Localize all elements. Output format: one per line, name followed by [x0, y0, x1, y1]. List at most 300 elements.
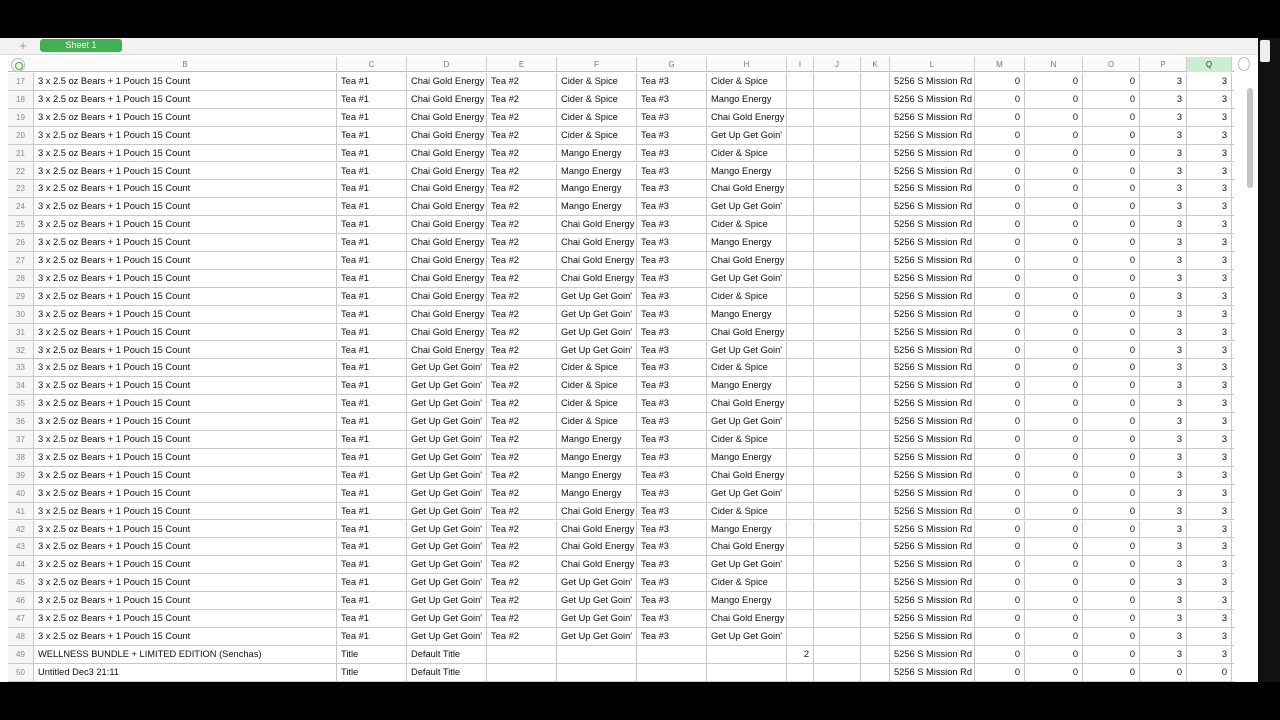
- cell[interactable]: 0: [1025, 234, 1083, 251]
- cell[interactable]: Get Up Get Goin': [557, 574, 637, 591]
- column-header-n[interactable]: N: [1025, 57, 1083, 72]
- cell[interactable]: [787, 538, 814, 555]
- cell[interactable]: 0: [975, 664, 1025, 681]
- cell[interactable]: 3 x 2.5 oz Bears + 1 Pouch 15 Count: [34, 359, 337, 376]
- cell[interactable]: [814, 359, 861, 376]
- cell[interactable]: Chai Gold Energy: [707, 252, 787, 269]
- cell[interactable]: 5256 S Mission Rd: [890, 556, 975, 573]
- cell[interactable]: 0: [1083, 521, 1140, 538]
- cell[interactable]: 3 x 2.5 oz Bears + 1 Pouch 15 Count: [34, 73, 337, 90]
- cell[interactable]: 3: [1187, 574, 1232, 591]
- cell[interactable]: Chai Gold Energy: [407, 180, 487, 197]
- cell[interactable]: [814, 431, 861, 448]
- cell[interactable]: 3 x 2.5 oz Bears + 1 Pouch 15 Count: [34, 324, 337, 341]
- cell[interactable]: 3 x 2.5 oz Bears + 1 Pouch 15 Count: [34, 342, 337, 359]
- cell[interactable]: 5256 S Mission Rd: [890, 180, 975, 197]
- cell[interactable]: 3 x 2.5 oz Bears + 1 Pouch 15 Count: [34, 145, 337, 162]
- cell[interactable]: 0: [1025, 198, 1083, 215]
- cell[interactable]: Tea #3: [637, 485, 707, 502]
- cell[interactable]: 3 x 2.5 oz Bears + 1 Pouch 15 Count: [34, 503, 337, 520]
- cell[interactable]: 3: [1187, 485, 1232, 502]
- cell[interactable]: [557, 646, 637, 663]
- cell[interactable]: Tea #2: [487, 145, 557, 162]
- cell[interactable]: 3 x 2.5 oz Bears + 1 Pouch 15 Count: [34, 127, 337, 144]
- cell[interactable]: [787, 109, 814, 126]
- cell[interactable]: [814, 503, 861, 520]
- cell[interactable]: 5256 S Mission Rd: [890, 485, 975, 502]
- cell[interactable]: 3: [1187, 413, 1232, 430]
- cell[interactable]: Tea #3: [637, 234, 707, 251]
- cell[interactable]: Get Up Get Goin': [557, 306, 637, 323]
- cell[interactable]: Tea #3: [637, 180, 707, 197]
- cell[interactable]: Get Up Get Goin': [557, 342, 637, 359]
- cell[interactable]: [861, 306, 890, 323]
- cell[interactable]: Tea #3: [637, 324, 707, 341]
- cell[interactable]: 0: [1083, 145, 1140, 162]
- cell[interactable]: Tea #1: [337, 610, 407, 627]
- cell[interactable]: 3 x 2.5 oz Bears + 1 Pouch 15 Count: [34, 521, 337, 538]
- cell[interactable]: 0: [1083, 628, 1140, 645]
- cell[interactable]: 3: [1140, 324, 1187, 341]
- cell[interactable]: 0: [975, 556, 1025, 573]
- cell[interactable]: 3: [1187, 270, 1232, 287]
- cell[interactable]: Tea #2: [487, 216, 557, 233]
- cell[interactable]: 0: [1083, 234, 1140, 251]
- cell[interactable]: Get Up Get Goin': [557, 592, 637, 609]
- cell[interactable]: [861, 395, 890, 412]
- cell[interactable]: 0: [1025, 252, 1083, 269]
- cell[interactable]: Chai Gold Energy: [407, 306, 487, 323]
- cell[interactable]: 0: [1083, 485, 1140, 502]
- column-header-m[interactable]: M: [975, 57, 1025, 72]
- cell[interactable]: [487, 664, 557, 681]
- cell[interactable]: [814, 574, 861, 591]
- cell[interactable]: 0: [1083, 216, 1140, 233]
- cell[interactable]: Get Up Get Goin': [557, 610, 637, 627]
- cell[interactable]: 0: [1083, 574, 1140, 591]
- cell[interactable]: [861, 91, 890, 108]
- cell[interactable]: [814, 198, 861, 215]
- cell[interactable]: 0: [975, 485, 1025, 502]
- cell[interactable]: [707, 646, 787, 663]
- cell[interactable]: 0: [975, 216, 1025, 233]
- column-header-d[interactable]: D: [407, 57, 487, 72]
- cell[interactable]: 0: [975, 359, 1025, 376]
- cell[interactable]: 0: [1083, 431, 1140, 448]
- cell[interactable]: 3 x 2.5 oz Bears + 1 Pouch 15 Count: [34, 449, 337, 466]
- cell[interactable]: 3: [1140, 413, 1187, 430]
- cell[interactable]: 0: [1083, 73, 1140, 90]
- cell[interactable]: 5256 S Mission Rd: [890, 359, 975, 376]
- cell[interactable]: [814, 646, 861, 663]
- cell[interactable]: 3: [1140, 610, 1187, 627]
- cell[interactable]: Tea #2: [487, 252, 557, 269]
- column-header-c[interactable]: C: [337, 57, 407, 72]
- cell[interactable]: [707, 664, 787, 681]
- cell[interactable]: 0: [1083, 359, 1140, 376]
- cell[interactable]: Cider & Spice: [707, 145, 787, 162]
- cell[interactable]: [861, 592, 890, 609]
- cell[interactable]: [814, 145, 861, 162]
- cell[interactable]: Default Title: [407, 664, 487, 681]
- cell[interactable]: 5256 S Mission Rd: [890, 538, 975, 555]
- cell[interactable]: 3: [1140, 395, 1187, 412]
- cell[interactable]: 0: [975, 431, 1025, 448]
- cell[interactable]: 3 x 2.5 oz Bears + 1 Pouch 15 Count: [34, 395, 337, 412]
- cell[interactable]: 0: [975, 109, 1025, 126]
- cell[interactable]: 3: [1140, 503, 1187, 520]
- cell[interactable]: Chai Gold Energy: [407, 252, 487, 269]
- cell[interactable]: 3 x 2.5 oz Bears + 1 Pouch 15 Count: [34, 234, 337, 251]
- cell[interactable]: 5256 S Mission Rd: [890, 306, 975, 323]
- cell[interactable]: Tea #2: [487, 628, 557, 645]
- cell[interactable]: 5256 S Mission Rd: [890, 628, 975, 645]
- cell[interactable]: Tea #1: [337, 91, 407, 108]
- cell[interactable]: 0: [975, 592, 1025, 609]
- cell[interactable]: [861, 556, 890, 573]
- cell[interactable]: Tea #1: [337, 395, 407, 412]
- cell[interactable]: [861, 270, 890, 287]
- cell[interactable]: 3: [1187, 359, 1232, 376]
- cell[interactable]: 0: [975, 503, 1025, 520]
- cell[interactable]: 3 x 2.5 oz Bears + 1 Pouch 15 Count: [34, 91, 337, 108]
- cell[interactable]: Tea #2: [487, 413, 557, 430]
- cell[interactable]: Tea #3: [637, 91, 707, 108]
- cell[interactable]: 5256 S Mission Rd: [890, 574, 975, 591]
- cell[interactable]: Chai Gold Energy: [407, 270, 487, 287]
- cell[interactable]: [787, 252, 814, 269]
- cell[interactable]: [787, 127, 814, 144]
- cell[interactable]: 0: [1187, 664, 1232, 681]
- cell[interactable]: 3: [1187, 234, 1232, 251]
- cell[interactable]: 0: [1083, 324, 1140, 341]
- cell[interactable]: [787, 180, 814, 197]
- cell[interactable]: [787, 664, 814, 681]
- cell[interactable]: 3: [1140, 234, 1187, 251]
- cell[interactable]: 0: [1083, 198, 1140, 215]
- cell[interactable]: 3: [1187, 324, 1232, 341]
- cell[interactable]: [861, 359, 890, 376]
- cell[interactable]: [787, 628, 814, 645]
- cell[interactable]: 3: [1140, 449, 1187, 466]
- cell[interactable]: [787, 377, 814, 394]
- cell[interactable]: 0: [1083, 288, 1140, 305]
- cell[interactable]: Tea #2: [487, 109, 557, 126]
- cell[interactable]: Mango Energy: [707, 234, 787, 251]
- cell[interactable]: [787, 503, 814, 520]
- cell[interactable]: 3: [1187, 628, 1232, 645]
- cell[interactable]: Title: [337, 664, 407, 681]
- cell[interactable]: 0: [975, 377, 1025, 394]
- cell[interactable]: 5256 S Mission Rd: [890, 610, 975, 627]
- cell[interactable]: Tea #3: [637, 145, 707, 162]
- cell[interactable]: 0: [1025, 109, 1083, 126]
- cell[interactable]: 3 x 2.5 oz Bears + 1 Pouch 15 Count: [34, 538, 337, 555]
- cell[interactable]: 0: [975, 628, 1025, 645]
- cell[interactable]: 5256 S Mission Rd: [890, 145, 975, 162]
- cell[interactable]: 5256 S Mission Rd: [890, 592, 975, 609]
- column-header-q[interactable]: Q: [1187, 57, 1232, 72]
- cell[interactable]: Mango Energy: [707, 91, 787, 108]
- cell[interactable]: [557, 664, 637, 681]
- cell[interactable]: Mango Energy: [557, 163, 637, 180]
- cell[interactable]: 0: [1083, 538, 1140, 555]
- cell[interactable]: [814, 109, 861, 126]
- cell[interactable]: Get Up Get Goin': [407, 574, 487, 591]
- cell[interactable]: [814, 538, 861, 555]
- cell[interactable]: [787, 521, 814, 538]
- cell[interactable]: Tea #1: [337, 556, 407, 573]
- cell[interactable]: Get Up Get Goin': [407, 556, 487, 573]
- column-header-l[interactable]: L: [890, 57, 975, 72]
- cell[interactable]: 0: [1025, 270, 1083, 287]
- cell[interactable]: Get Up Get Goin': [707, 127, 787, 144]
- cell[interactable]: Get Up Get Goin': [707, 270, 787, 287]
- spreadsheet-grid[interactable]: [8, 57, 1234, 682]
- cell[interactable]: Tea #1: [337, 467, 407, 484]
- cell[interactable]: 3: [1140, 431, 1187, 448]
- cell[interactable]: Get Up Get Goin': [557, 288, 637, 305]
- cell[interactable]: [861, 252, 890, 269]
- cell[interactable]: [787, 163, 814, 180]
- cell[interactable]: 3: [1140, 538, 1187, 555]
- cell[interactable]: 0: [975, 646, 1025, 663]
- cell[interactable]: 3 x 2.5 oz Bears + 1 Pouch 15 Count: [34, 180, 337, 197]
- cell[interactable]: 3 x 2.5 oz Bears + 1 Pouch 15 Count: [34, 610, 337, 627]
- cell[interactable]: 3: [1140, 646, 1187, 663]
- cell[interactable]: Get Up Get Goin': [407, 628, 487, 645]
- cell[interactable]: Cider & Spice: [557, 377, 637, 394]
- cell[interactable]: Tea #1: [337, 342, 407, 359]
- cell[interactable]: 0: [1025, 73, 1083, 90]
- cell[interactable]: [861, 485, 890, 502]
- cell[interactable]: 0: [1025, 521, 1083, 538]
- cell[interactable]: [814, 664, 861, 681]
- cell[interactable]: Mango Energy: [557, 180, 637, 197]
- cell[interactable]: 0: [1025, 342, 1083, 359]
- cell[interactable]: 3: [1140, 180, 1187, 197]
- cell[interactable]: [814, 216, 861, 233]
- cell[interactable]: Tea #3: [637, 109, 707, 126]
- cell[interactable]: 0: [1083, 449, 1140, 466]
- cell[interactable]: 5256 S Mission Rd: [890, 109, 975, 126]
- cell[interactable]: Get Up Get Goin': [407, 503, 487, 520]
- cell[interactable]: 0: [1025, 538, 1083, 555]
- cell[interactable]: [861, 127, 890, 144]
- cell[interactable]: [787, 145, 814, 162]
- cell[interactable]: Tea #3: [637, 342, 707, 359]
- cell[interactable]: [787, 234, 814, 251]
- cell[interactable]: Tea #3: [637, 592, 707, 609]
- cell[interactable]: 0: [975, 395, 1025, 412]
- cell[interactable]: Tea #2: [487, 610, 557, 627]
- cell[interactable]: 5256 S Mission Rd: [890, 270, 975, 287]
- cell[interactable]: [787, 395, 814, 412]
- cell[interactable]: Tea #3: [637, 216, 707, 233]
- cell[interactable]: 3: [1187, 342, 1232, 359]
- cell[interactable]: 3: [1140, 216, 1187, 233]
- cell[interactable]: 0: [1083, 127, 1140, 144]
- cell[interactable]: Tea #1: [337, 377, 407, 394]
- cell[interactable]: 3 x 2.5 oz Bears + 1 Pouch 15 Count: [34, 288, 337, 305]
- cell[interactable]: Tea #2: [487, 574, 557, 591]
- cell[interactable]: Get Up Get Goin': [407, 413, 487, 430]
- cell[interactable]: 2: [787, 646, 814, 663]
- cell[interactable]: 3: [1187, 306, 1232, 323]
- cell[interactable]: 0: [1083, 91, 1140, 108]
- cell[interactable]: Tea #3: [637, 556, 707, 573]
- side-panel-handle[interactable]: [1260, 40, 1270, 62]
- cell[interactable]: 5256 S Mission Rd: [890, 664, 975, 681]
- cell[interactable]: 5256 S Mission Rd: [890, 342, 975, 359]
- column-header-i[interactable]: I: [787, 57, 814, 72]
- cell[interactable]: 0: [1083, 306, 1140, 323]
- cell[interactable]: [861, 288, 890, 305]
- cell[interactable]: Cider & Spice: [557, 73, 637, 90]
- cell[interactable]: Tea #3: [637, 377, 707, 394]
- cell[interactable]: [861, 610, 890, 627]
- cell[interactable]: Tea #3: [637, 431, 707, 448]
- cell[interactable]: [787, 73, 814, 90]
- cell[interactable]: Chai Gold Energy: [407, 145, 487, 162]
- cell[interactable]: [861, 180, 890, 197]
- cell[interactable]: 0: [1140, 664, 1187, 681]
- cell[interactable]: 3: [1187, 538, 1232, 555]
- cell[interactable]: Mango Energy: [707, 377, 787, 394]
- cell[interactable]: [814, 342, 861, 359]
- column-header-o[interactable]: O: [1083, 57, 1140, 72]
- cell[interactable]: 0: [1083, 610, 1140, 627]
- cell[interactable]: Chai Gold Energy: [557, 234, 637, 251]
- cell[interactable]: Tea #3: [637, 449, 707, 466]
- cell[interactable]: Tea #3: [637, 574, 707, 591]
- cell[interactable]: Tea #3: [637, 521, 707, 538]
- cell[interactable]: Chai Gold Energy: [407, 163, 487, 180]
- cell[interactable]: 3 x 2.5 oz Bears + 1 Pouch 15 Count: [34, 198, 337, 215]
- cell[interactable]: 3: [1187, 646, 1232, 663]
- cell[interactable]: 3 x 2.5 oz Bears + 1 Pouch 15 Count: [34, 592, 337, 609]
- cell[interactable]: Tea #1: [337, 127, 407, 144]
- cell[interactable]: Get Up Get Goin': [707, 342, 787, 359]
- cell[interactable]: 0: [1083, 270, 1140, 287]
- cell[interactable]: [814, 288, 861, 305]
- cell[interactable]: Tea #2: [487, 324, 557, 341]
- column-header-g[interactable]: G: [637, 57, 707, 72]
- cell[interactable]: Chai Gold Energy: [707, 467, 787, 484]
- cell[interactable]: Tea #1: [337, 198, 407, 215]
- cell[interactable]: Default Title: [407, 646, 487, 663]
- cell[interactable]: 3 x 2.5 oz Bears + 1 Pouch 15 Count: [34, 556, 337, 573]
- cell[interactable]: Chai Gold Energy: [407, 216, 487, 233]
- cell[interactable]: [861, 73, 890, 90]
- cell[interactable]: 3: [1187, 592, 1232, 609]
- cell[interactable]: 0: [975, 145, 1025, 162]
- cell[interactable]: Tea #1: [337, 628, 407, 645]
- cell[interactable]: Tea #1: [337, 485, 407, 502]
- cell[interactable]: Get Up Get Goin': [407, 467, 487, 484]
- cell[interactable]: [861, 109, 890, 126]
- cell[interactable]: 0: [975, 163, 1025, 180]
- cell[interactable]: Cider & Spice: [557, 395, 637, 412]
- cell[interactable]: [787, 359, 814, 376]
- cell[interactable]: [814, 127, 861, 144]
- cell[interactable]: [861, 646, 890, 663]
- cell[interactable]: 0: [1025, 377, 1083, 394]
- cell[interactable]: Tea #1: [337, 413, 407, 430]
- cell[interactable]: Cider & Spice: [707, 503, 787, 520]
- cell[interactable]: Get Up Get Goin': [407, 592, 487, 609]
- cell[interactable]: [861, 431, 890, 448]
- cell[interactable]: Chai Gold Energy: [557, 521, 637, 538]
- cell[interactable]: 0: [1025, 664, 1083, 681]
- cell[interactable]: 5256 S Mission Rd: [890, 163, 975, 180]
- cell[interactable]: 3: [1187, 109, 1232, 126]
- column-header-p[interactable]: P: [1140, 57, 1187, 72]
- cell[interactable]: [861, 664, 890, 681]
- cell[interactable]: Tea #2: [487, 198, 557, 215]
- cell[interactable]: Cider & Spice: [707, 431, 787, 448]
- cell[interactable]: [814, 610, 861, 627]
- cell[interactable]: 0: [1025, 306, 1083, 323]
- cell[interactable]: Chai Gold Energy: [557, 270, 637, 287]
- cell[interactable]: [861, 163, 890, 180]
- cell[interactable]: 0: [1025, 91, 1083, 108]
- cell[interactable]: 3: [1187, 163, 1232, 180]
- cell[interactable]: 0: [975, 270, 1025, 287]
- cell[interactable]: 0: [1025, 646, 1083, 663]
- cell[interactable]: Mango Energy: [557, 198, 637, 215]
- cell[interactable]: 0: [1025, 324, 1083, 341]
- cell[interactable]: Tea #1: [337, 163, 407, 180]
- cell[interactable]: 0: [1025, 216, 1083, 233]
- cell[interactable]: [814, 413, 861, 430]
- cell[interactable]: [861, 234, 890, 251]
- cell[interactable]: Tea #3: [637, 628, 707, 645]
- cell[interactable]: [814, 234, 861, 251]
- cell[interactable]: [787, 413, 814, 430]
- cell[interactable]: Chai Gold Energy: [707, 324, 787, 341]
- cell[interactable]: Tea #3: [637, 198, 707, 215]
- cell[interactable]: 5256 S Mission Rd: [890, 127, 975, 144]
- cell[interactable]: Tea #3: [637, 73, 707, 90]
- cell[interactable]: 3 x 2.5 oz Bears + 1 Pouch 15 Count: [34, 485, 337, 502]
- cell[interactable]: 5256 S Mission Rd: [890, 503, 975, 520]
- cell[interactable]: Tea #1: [337, 288, 407, 305]
- cell[interactable]: 5256 S Mission Rd: [890, 252, 975, 269]
- cell[interactable]: Tea #3: [637, 467, 707, 484]
- cell[interactable]: Tea #2: [487, 556, 557, 573]
- cell[interactable]: 0: [1083, 592, 1140, 609]
- cell[interactable]: [861, 145, 890, 162]
- cell[interactable]: 3 x 2.5 oz Bears + 1 Pouch 15 Count: [34, 270, 337, 287]
- cell[interactable]: Tea #1: [337, 109, 407, 126]
- cell[interactable]: 0: [975, 91, 1025, 108]
- cell[interactable]: 3 x 2.5 oz Bears + 1 Pouch 15 Count: [34, 574, 337, 591]
- cell[interactable]: Chai Gold Energy: [557, 252, 637, 269]
- cell[interactable]: 0: [975, 73, 1025, 90]
- cell[interactable]: Mango Energy: [707, 306, 787, 323]
- cell[interactable]: [787, 342, 814, 359]
- cell[interactable]: Tea #2: [487, 73, 557, 90]
- cell[interactable]: 3: [1140, 359, 1187, 376]
- cell[interactable]: [861, 449, 890, 466]
- cell[interactable]: 3: [1187, 395, 1232, 412]
- cell[interactable]: Tea #3: [637, 359, 707, 376]
- cell[interactable]: Chai Gold Energy: [707, 180, 787, 197]
- cell[interactable]: Get Up Get Goin': [407, 377, 487, 394]
- cell[interactable]: [787, 216, 814, 233]
- cell[interactable]: [814, 395, 861, 412]
